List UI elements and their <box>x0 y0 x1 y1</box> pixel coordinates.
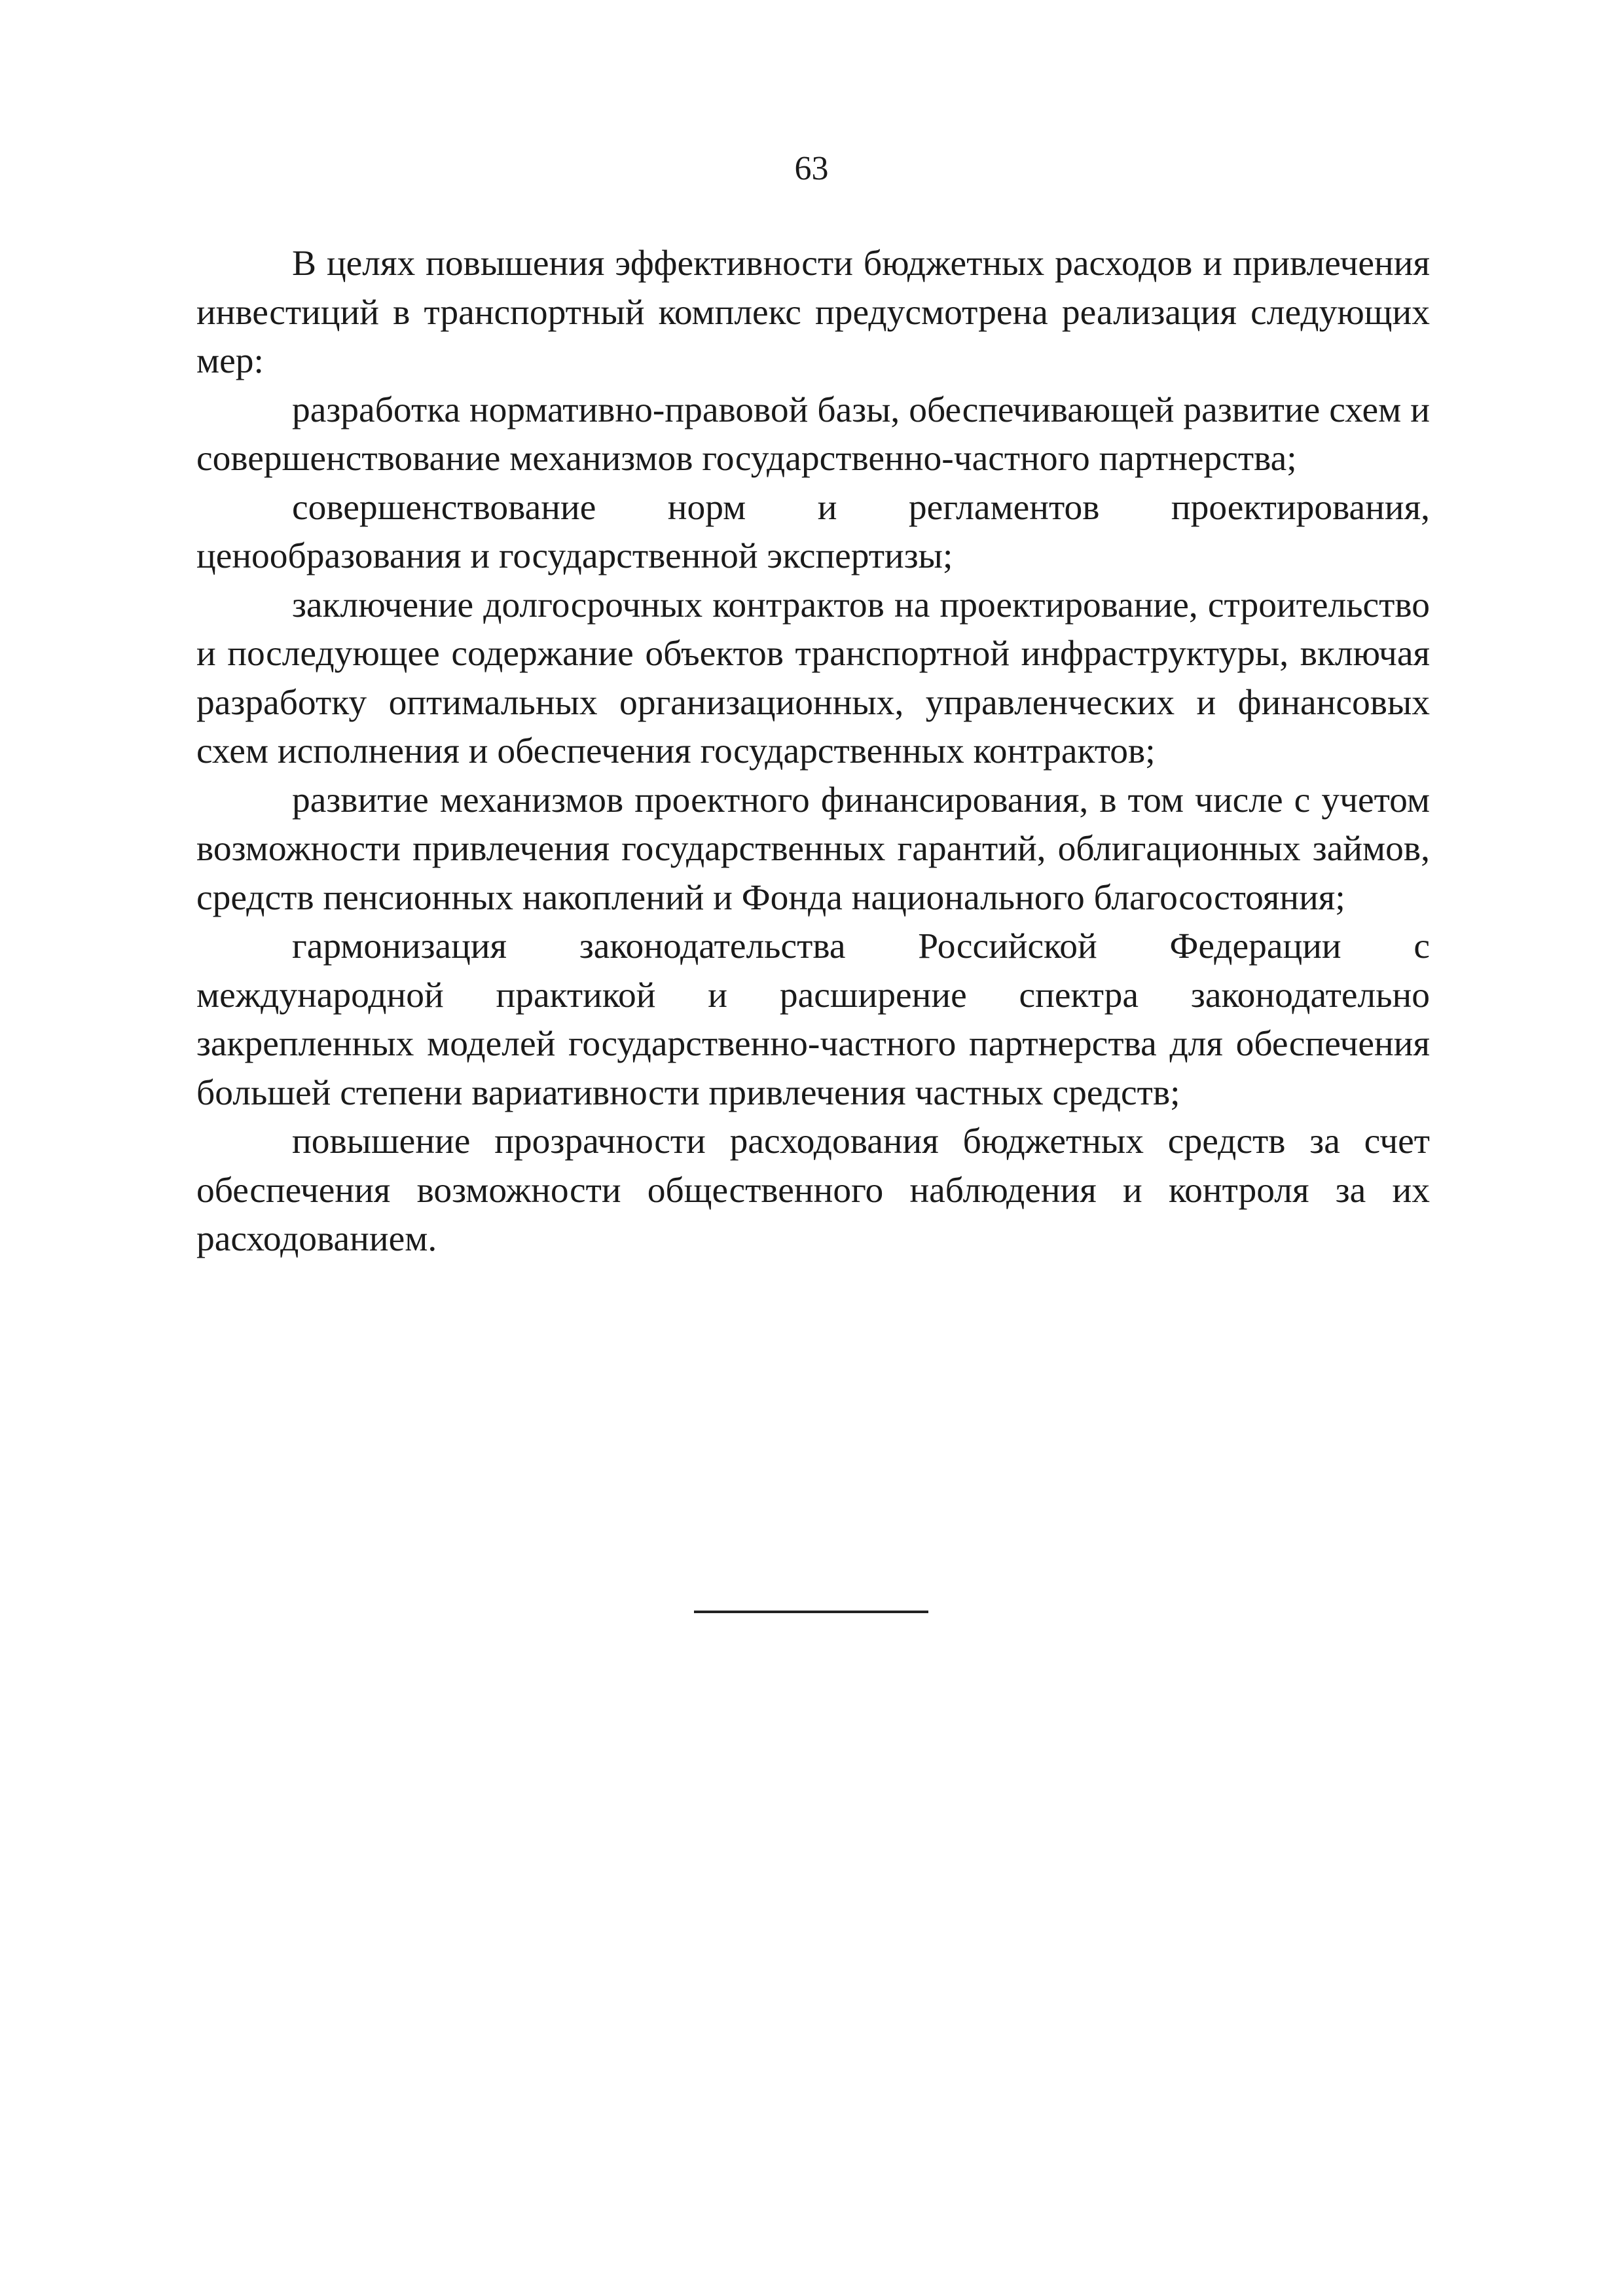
end-of-section-rule <box>694 1611 928 1613</box>
intro-paragraph: В целях повышения эффективности бюджетных расходов и привлечения инвестиций в транспортный комплекс предусмотрена реализация следующих мер: <box>196 244 1430 381</box>
measure-item-legal-framework: разработка нормативно-правовой базы, обеспечивающей развитие схем и совершенствование механизмов государственно-частного партнерства; <box>196 390 1430 479</box>
page-number: 63 <box>794 150 829 187</box>
document-body <box>196 240 1430 1264</box>
measure-item-long-term-contracts: заключение долгосрочных контрактов на проектирование, строительство и последующее содержание объектов транспортной инфраструктуры, включая разработку оптимальных организационных, управленческих и финансовых схем исполнения и обеспечения государственных контрактов; <box>196 585 1430 771</box>
measure-item-budget-transparency: повышение прозрачности расходования бюджетных средств за счет обеспечения возможности общественного наблюдения и контроля за их расходованием. <box>196 1121 1430 1259</box>
measure-item-design-norms: совершенствование норм и регламентов проектирования, ценообразования и государственной экспертизы; <box>196 487 1430 576</box>
measure-item-project-financing: развитие механизмов проектного финансирования, в том числе с учетом возможности привлечения государственных гарантий, облигационных займов, средств пенсионных накоплений и Фонда национального благосостояния; <box>196 780 1430 918</box>
measure-item-legislation-harmonization: гармонизация законодательства Российской Федерации с международной практикой и расширение спектра законодательно закрепленных моделей государственно-частного партнерства для обеспечения большей степени вариативности привлечения частных средств; <box>196 926 1430 1113</box>
